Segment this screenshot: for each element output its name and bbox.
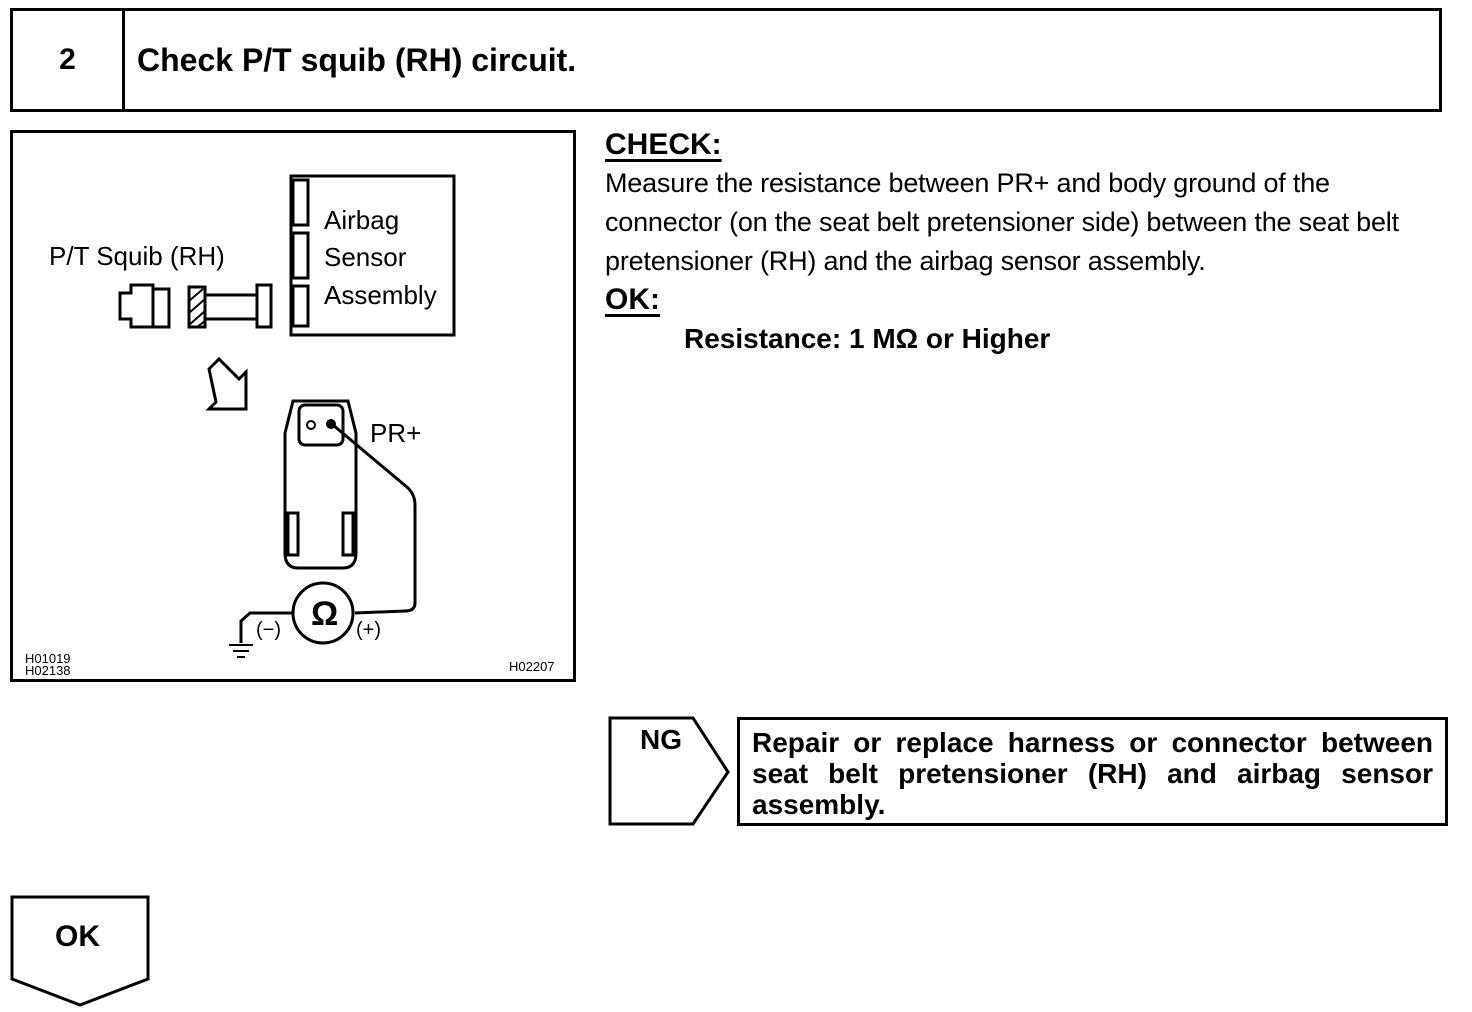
check-instructions: Measure the resistance between PR+ and body ground of the connector (on the seat belt pretensioner side) between the seat belt pretensioner (RH) and the airbag sensor assembly. [605,168,1399,276]
ground-symbol [229,645,253,657]
ng-label: NG [640,724,682,755]
ok-heading: OK: [605,283,660,316]
sensor-label-line1: Airbag [324,205,400,235]
check-section [605,126,1450,359]
figure-code-1: H01019 [25,651,71,666]
squib-connector-left [120,285,153,327]
ng-action: Repair or replace harness or connector between seat belt pretensioner (RH) and airbag sensor assembly. [737,717,1448,826]
step-number: 2 [13,11,125,109]
wiring-diagram-graphic [13,133,573,679]
figure-code-2: H02138 [25,663,71,678]
figure-code-3: H02207 [509,659,555,674]
ok-spec: Resistance: 1 MΩ or Higher [684,323,1051,354]
ohm-symbol: Ω [311,595,339,633]
step-header [10,8,1442,112]
positive-lead-label: (+) [356,619,381,641]
positive-lead-wire [333,425,415,613]
negative-lead-label: (−) [256,619,281,641]
pretensioner-body [285,401,356,568]
step-title: Check P/T squib (RH) circuit. [137,41,577,78]
wiring-illustration [10,130,576,682]
terminal-label: PR+ [370,418,422,448]
sensor-label-line2: Sensor [324,242,407,272]
check-heading: CHECK: [605,128,722,161]
ok-branch-label: OK [55,920,100,953]
sensor-label-line3: Assembly [324,280,437,310]
direction-arrow [209,359,246,409]
squib-label: P/T Squib (RH) [49,241,225,271]
